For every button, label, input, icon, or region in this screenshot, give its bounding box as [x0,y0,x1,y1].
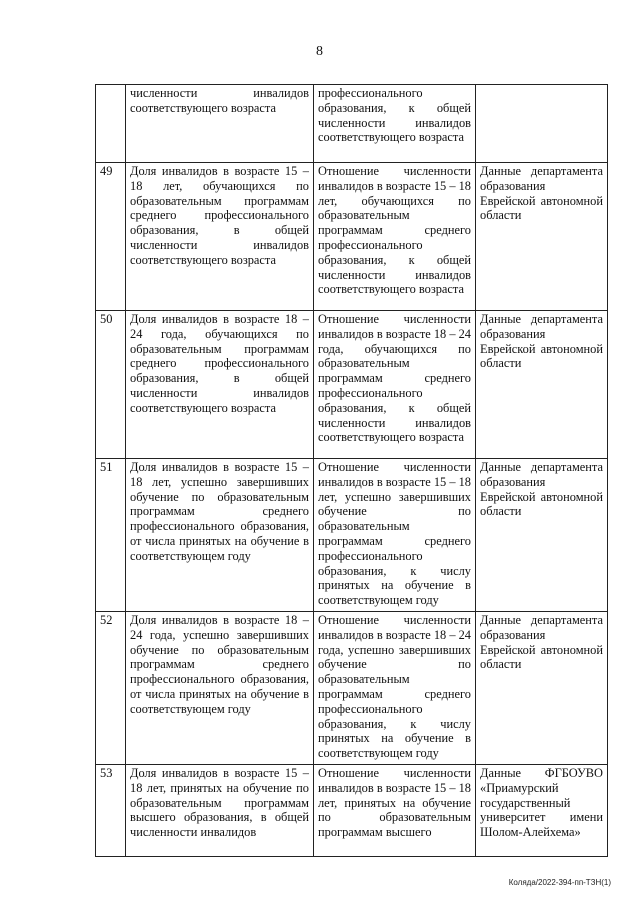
row-number [96,85,126,163]
calculation-method: Отношение численности инвалидов в возрасте 15 – 18 лет, обучающихся по образовательным программам среднего профессионального образования, к общей численности инвалидов соответствующего возраста [314,163,476,311]
indicator-name: Доля инвалидов в возрасте 15 – 18 лет, обучающихся по образовательным программам среднего профессионального образования, в общей численности инвалидов соответствующего возраста [126,163,314,311]
data-source: Данные департамента образования Еврейской автономной области [476,311,608,459]
indicators-table [95,84,608,857]
data-source [476,85,608,163]
data-source: Данные департамента образования Еврейской автономной области [476,459,608,612]
indicator-name: Доля инвалидов в возрасте 15 – 18 лет, принятых на обучение по образовательным программам высшего образования, в общей численности инвалидов [126,764,314,856]
table-row [96,764,608,856]
data-source: Данные департамента образования Еврейской автономной области [476,163,608,311]
table-row [96,459,608,612]
calculation-method: Отношение численности инвалидов в возрасте 15 – 18 лет, успешно завершивших обучение по образовательным программам среднего профессионального образования, к числу принятых на обучение в соответствующем году [314,459,476,612]
table-row [96,85,608,163]
row-number: 52 [96,611,126,764]
calculation-method: Отношение численности инвалидов в возрасте 15 – 18 лет, принятых на обучение по образовательным программам высшего [314,764,476,856]
calculation-method: профессионального образования, к общей численности инвалидов соответствующего возраста [314,85,476,163]
indicator-name: численности инвалидов соответствующего возраста [126,85,314,163]
indicator-name: Доля инвалидов в возрасте 15 – 18 лет, успешно завершивших обучение по образовательным программам среднего профессионального образования, от числа принятых на обучение в соответствующем году [126,459,314,612]
row-number: 53 [96,764,126,856]
table-row [96,311,608,459]
row-number: 51 [96,459,126,612]
page-number: 8 [316,44,323,59]
calculation-method: Отношение численности инвалидов в возрасте 18 – 24 года, успешно завершивших обучение по образовательным программам среднего профессионального образования, к числу принятых на обучение в соответствующем году [314,611,476,764]
indicator-name: Доля инвалидов в возрасте 18 – 24 года, успешно завершивших обучение по образовательным программам среднего профессионального образования, от числа принятых на обучение в соответствующем году [126,611,314,764]
table-row [96,611,608,764]
document-code: Коляда/2022-394-пп-ТЗН(1) [508,878,611,887]
data-source: Данные ФГБОУВО «Приамурский государственный университет имени Шолом-Алейхема» [476,764,608,856]
row-number: 50 [96,311,126,459]
row-number: 49 [96,163,126,311]
calculation-method: Отношение численности инвалидов в возрасте 18 – 24 года, обучающихся по образовательным программам среднего профессионального образования, к общей численности инвалидов соответствующего возраста [314,311,476,459]
data-source: Данные департамента образования Еврейской автономной области [476,611,608,764]
table-row [96,163,608,311]
indicator-name: Доля инвалидов в возрасте 18 – 24 года, обучающихся по образовательным программам среднего профессионального образования, в общей численности инвалидов соответствующего возраста [126,311,314,459]
